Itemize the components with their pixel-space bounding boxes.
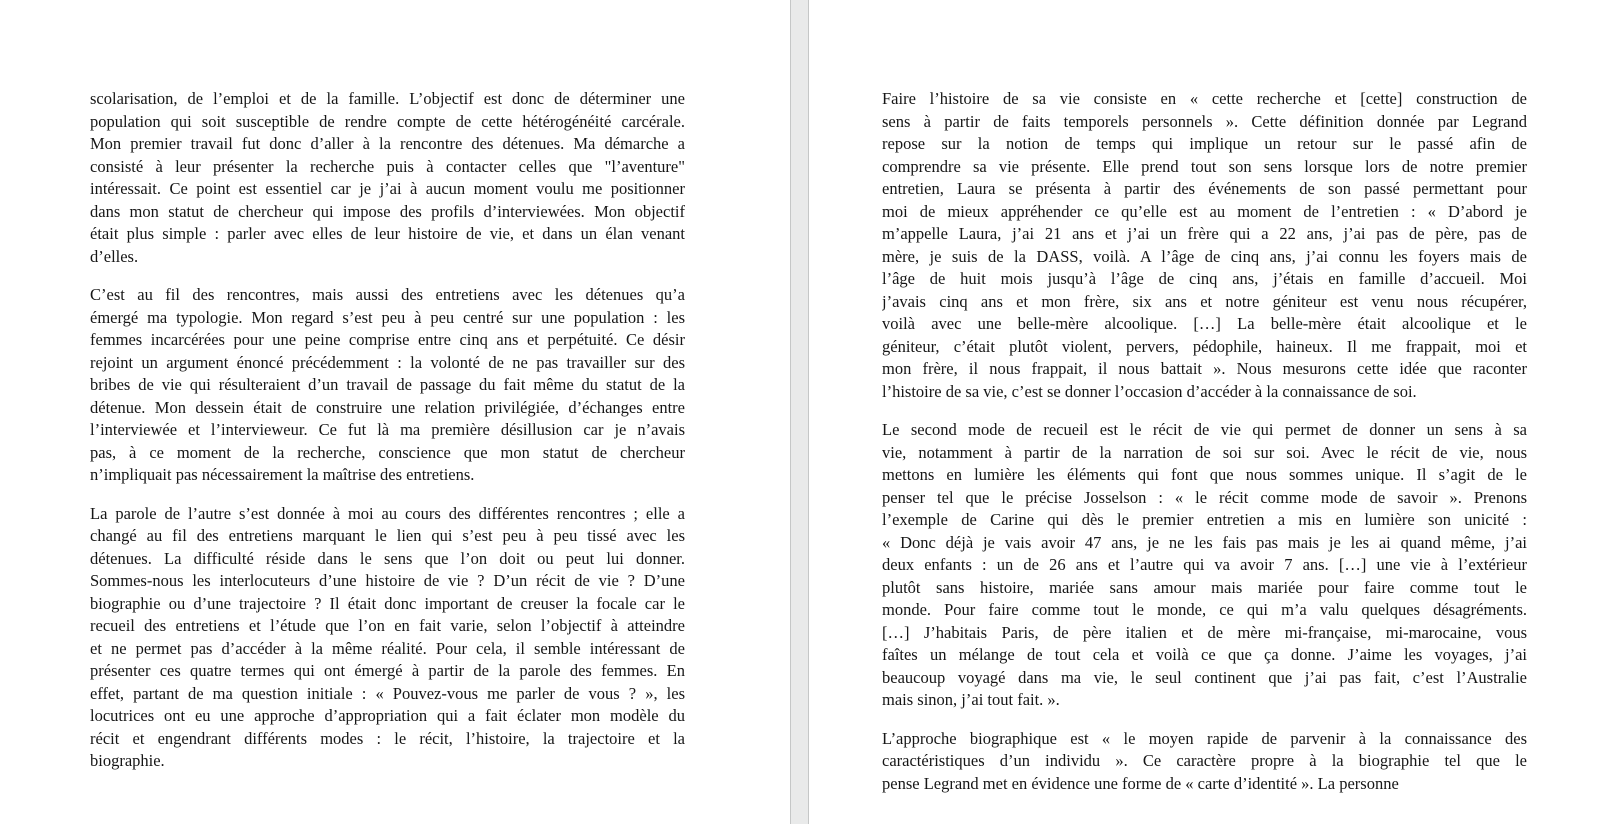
paragraph [882,88,1527,403]
text-line: biographie ou d’une trajectoire ? Il était donc important de creuser la focale car le [90,593,685,613]
text-line: rejoint un argument énoncé précédemment : la volonté de ne pas travailler sur des [90,352,685,372]
text-line: pas, à ce moment de la recherche, conscience que mon statut de chercheur [90,442,685,462]
text-line: faîtes un mélange de tout cela et voilà ce que ça donne. J’aime les voyages, j’ai [882,645,1527,664]
text-line: La parole de l’autre s’est donnée à moi au cours des différentes rencontres ; elle a [90,503,685,523]
text-line: comprendre sa vie présente. Elle prend tout son sens lorsque lors de notre premier [882,156,1527,176]
text-line: l’histoire de sa vie, c’est se donner l’occasion d’accéder à la connaissance de soi. [882,381,1417,401]
text-line: mais sinon, j’ai tout fait. ». [882,690,1060,709]
text-line: penser tel que le précise Josselson : « le récit comme mode de savoir ». Prenons [882,487,1527,507]
text-line: « Donc déjà je vais avoir 47 ans, je ne les fais pas mais je les ai quand même, j’ai [882,532,1527,552]
text-line: beaucoup voyagé dans ma vie, le seul continent que j’ai pas fait, c’est l’Australie [882,667,1527,687]
text-line: plutôt sans histoire, mariée sans amour mais mariée pour faire comme tout le [882,577,1527,597]
text-line: scolarisation, de l’emploi et de la famille. L’objectif est donc de déterminer une [90,89,685,108]
page-right [809,0,1599,824]
text-line: bribes de vie qui résulteraient d’un travail de passage du fait même du statut de la [90,375,685,394]
text-line: dans mon statut de chercheur qui impose des profils d’interviewées. Mon objectif [90,201,685,221]
text-line: monde. Pour faire comme tout le monde, ce qui m’a valu quelques désagréments. [882,600,1527,619]
text-line: moi de mieux appréhender ce qu’elle est au moment de l’entretien : « D’abord je [882,201,1527,221]
text-line: Sommes-nous les interlocuteurs d’une histoire de vie ? D’un récit de vie ? D’une [90,571,685,590]
text-line: d’elles. [90,246,139,266]
text-line: recueil des entretiens et l’étude que l’on en fait varie, selon l’objectif à atteindre [90,616,685,635]
page-left [0,0,790,824]
text-line: voilà avec une belle-mère alcoolique. […] La belle-mère était alcoolique et le [882,314,1527,333]
text-line: détenues. La difficulté réside dans le sens que l’on doit ou peut lui donner. [90,548,685,568]
text-line: pense Legrand met en évidence une forme de « carte d’identité ». La personne [882,773,1399,793]
text-line: récit et engendrant différents modes : le récit, l’histoire, la trajectoire et la [90,728,685,748]
text-line: C’est au fil des rencontres, mais aussi des entretiens avec les détenues qu’a [90,285,685,304]
text-line: présenter ces quatre termes qui ont émergé à partir de la parole des femmes. En [90,661,685,680]
text-line: et ne permet pas d’accéder à la même réalité. Pour cela, il semble intéressant de [90,638,685,658]
text-line: locutrices ont eu une approche d’appropriation qui a fait éclater mon modèle du [90,706,685,725]
paragraph [882,419,1527,712]
text-line: consisté à leur présenter la recherche puis à contacter celles que "l’aventure" [90,156,685,176]
text-line: effet, partant de ma question initiale : « Pouvez-vous me parler de vous ? », les [90,683,685,703]
text-line: mon frère, il nous frappait, il nous battait ». Nous mesurons cette idée que raconter [882,359,1527,378]
text-line: femmes incarcérées pour une peine comprise entre cinq ans et perpétuité. Ce désir [90,330,685,349]
text-line: j’avais cinq ans et mon frère, six ans et notre géniteur est venu nous récupérer, [882,291,1527,311]
text-line: m’appelle Laura, j’ai 21 ans et j’ai un frère qui a 22 ans, j’ai pas de père, pas de [882,224,1527,243]
text-line: Mon premier travail fut donc d’aller à la rencontre des détenues. Ma démarche a [90,134,685,153]
text-line: changé au fil des entretiens marquant le lien qui s’est peu à peu tissé avec les [90,526,685,545]
text-line: sens à partir de faits temporels personnels ». Cette définition donnée par Legrand [882,111,1527,131]
text-line: L’approche biographique est « le moyen rapide de parvenir à la connaissance des [882,728,1527,748]
text-line: émergé ma typologie. Mon regard s’est peu à peu centré sur une population : les [90,307,685,327]
text-line: repose sur la notion de temps qui implique un retour sur le passé afin de [882,134,1527,153]
page-left-text [90,88,685,773]
text-line: l’âge de huit mois jusqu’à l’âge de cinq ans, j’étais en famille d’accueil. Moi [882,269,1527,288]
text-line: entretien, Laura se présenta à partir des événements de son passé permettant pour [882,179,1527,198]
paragraph [882,728,1527,796]
text-line: mère, je suis de la DASS, voilà. A l’âge de cinq ans, j’ai connu les foyers mais de [882,246,1527,266]
text-line: Faire l’histoire de sa vie consiste en « cette recherche et [cette] construction de [882,89,1527,108]
page-right-text [882,88,1527,795]
paragraph [90,284,685,487]
text-line: biographie. [90,751,165,770]
paragraph [90,503,685,773]
text-line: mettons en lumière les éléments qui font que nous sommes unique. Il s’agit de le [882,465,1527,484]
text-line: […] J’habitais Paris, de père italien et de mère mi-française, mi-marocaine, vous [882,622,1527,642]
text-line: deux enfants : un de 26 ans et l’autre qui va avoir 7 ans. […] une vie à l’extérieur [882,555,1527,574]
text-line: était plus simple : parler avec elles de leur histoire de vie, et dans un élan venant [90,224,685,243]
text-line: population qui soit susceptible de rendre compte de cette hétérogénéité carcérale. [90,111,685,131]
text-line: n’impliquait pas nécessairement la maîtrise des entretiens. [90,465,475,484]
text-line: intéressait. Ce point est essentiel car je j’ai à aucun moment voulu me positionner [90,179,685,198]
text-line: caractéristiques d’un individu ». Ce caractère propre à la biographie tel que le [882,751,1527,770]
text-line: Le second mode de recueil est le récit de vie qui permet de donner un sens à sa [882,420,1527,439]
page-gutter [790,0,809,824]
text-line: l’interviewée et l’intervieweur. Ce fut là ma première désillusion car je n’avais [90,420,685,439]
paragraph [90,88,685,268]
text-line: détenue. Mon dessein était de construire une relation privilégiée, d’échanges entre [90,397,685,417]
text-line: l’exemple de Carine qui dès le premier entretien a mis en lumière son unicité : [882,510,1527,529]
text-line: vie, notamment à partir de la narration de soi sur soi. Avec le récit de vie, nous [882,442,1527,462]
text-line: géniteur, c’était plutôt violent, pervers, pédophile, haineux. Il me frappait, moi et [882,336,1527,356]
